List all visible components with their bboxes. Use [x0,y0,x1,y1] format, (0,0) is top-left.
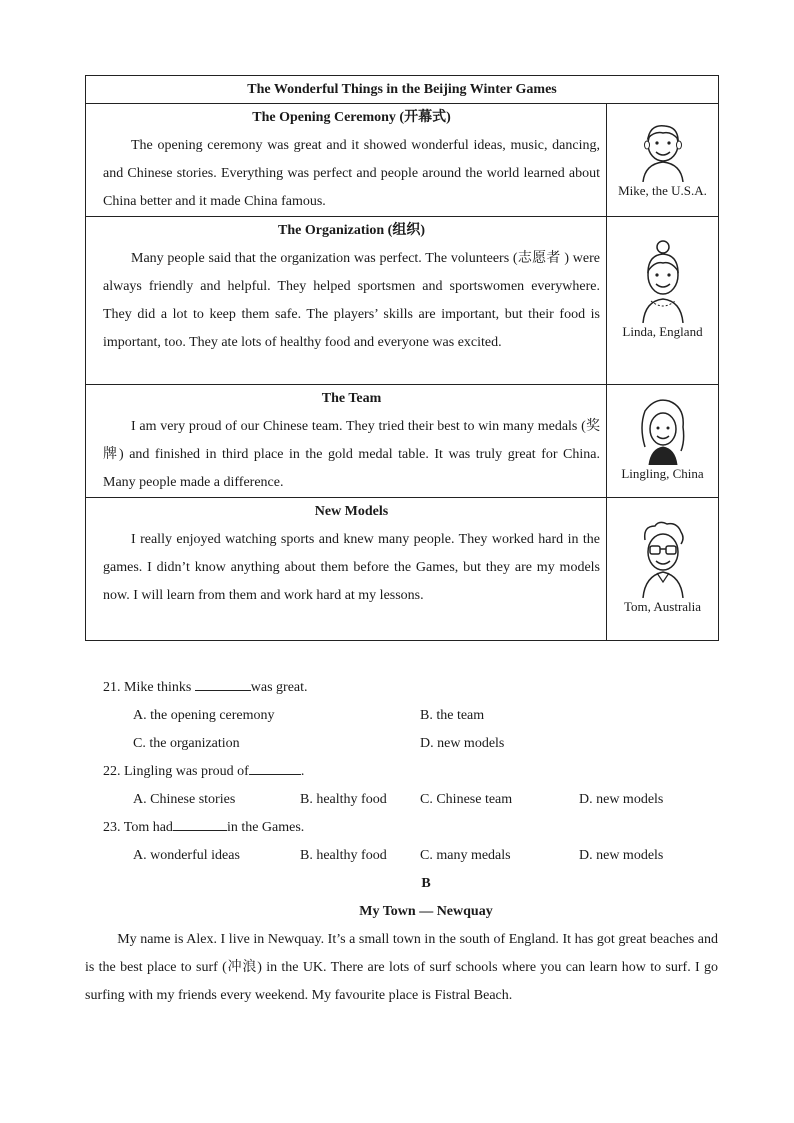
option-a[interactable]: A. the opening ceremony [133,708,275,723]
woman-cartoon-icon [633,239,693,323]
option-b[interactable]: B. healthy food [300,792,387,807]
boy-cartoon-icon [631,118,695,182]
answer-blank[interactable] [195,676,251,691]
question-21 [103,674,308,702]
answer-blank[interactable] [173,816,227,831]
option-d[interactable]: D. new models [420,736,505,751]
section-row-opening-ceremony [86,104,719,217]
question-stem-start: 23. Tom had [103,820,173,835]
section-row-team [86,385,719,498]
option-c[interactable]: C. Chinese team [420,792,513,807]
section-b-title: My Town — Newquay [359,904,493,919]
section-heading: The Opening Ceremony (开幕式) [252,110,451,125]
person-caption: Mike, the U.S.A. [618,183,707,198]
option-b[interactable]: B. the team [420,708,485,723]
person-caption: Lingling, China [621,466,704,481]
section-heading: The Organization (组织) [278,223,425,238]
question-stem-start: 21. Mike thinks [103,680,195,695]
option-a[interactable]: A. Chinese stories [133,792,236,807]
section-b-label: B [421,876,431,891]
section-row-organization [86,217,719,385]
section-b-passage: My name is Alex. I live in Newquay. It’s a small town in the south of England. It has got great beaches and is the best place to surf (冲浪) in the UK. There are lots of surf schools where you can learn how to surf. I go surfing with my friends every weekend. My favourite place is Fistral Beach. [85,932,718,1003]
section-body: I really enjoyed watching sports and knew many people. They worked hard in the games. I didn’t know anything about them before the Games, but they are my models now. I will learn from them and work hard at my lessons. [103,532,600,603]
person-caption: Linda, England [622,324,703,339]
option-c[interactable]: C. many medals [420,848,511,863]
section-heading: New Models [314,504,389,519]
question-stem-end: in the Games. [226,820,305,835]
option-d[interactable]: D. new models [579,848,664,863]
section-row-new-models [86,498,719,641]
section-heading: The Team [321,391,382,406]
question-stem-end: was great. [250,680,308,695]
question-stem-end: . [300,764,305,779]
section-body: I am very proud of our Chinese team. They tried their best to win many medals (奖牌) and finished in third place in the gold medal table. It was truly great for China. Many people made a difference. [103,419,600,490]
option-b[interactable]: B. healthy food [300,848,387,863]
option-a[interactable]: A. wonderful ideas [133,848,240,863]
option-d[interactable]: D. new models [579,792,664,807]
reading-table [85,75,719,641]
answer-blank[interactable] [249,760,301,775]
person-caption: Tom, Australia [623,599,702,614]
section-body: Many people said that the organization was perfect. The volunteers (志愿者 ) were always friendly and helpful. They helped sportsmen and sportswomen everywhere. They did a lot to keep them safe. The players’ skills are important, but their food is important, too. They ate lots of healthy food and everyone was excited. [103,251,600,350]
table-title: The Wonderful Things in the Beijing Winter Games [86,76,719,104]
option-c[interactable]: C. the organization [133,736,240,751]
man-with-glasses-cartoon-icon [635,520,691,598]
section-body: The opening ceremony was great and it showed wonderful ideas, music, dancing, and Chinese stories. Everything was perfect and people around the world learned about China better and it made China famous. [103,138,600,209]
girl-cartoon-icon [635,397,691,465]
question-stem-start: 22. Lingling was proud of [103,764,249,779]
question-23 [103,814,304,842]
question-22 [103,758,304,786]
